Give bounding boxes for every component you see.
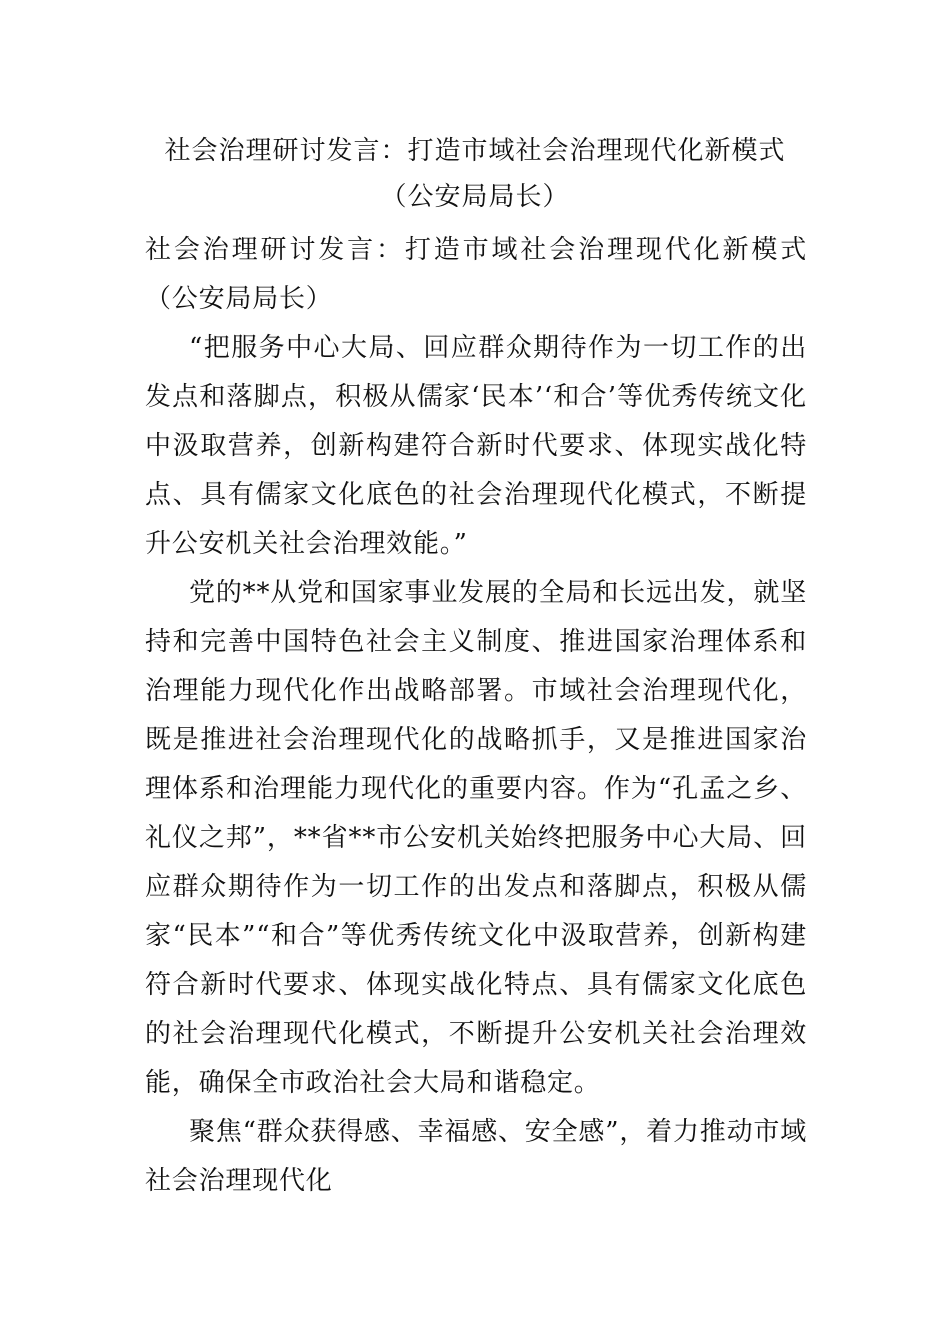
paragraph-main: 党的**从党和国家事业发展的全局和长远出发，就坚持和完善中国特色社会主义制度、推进国家治理体系和治理能力现代化作出战略部署。市域社会治理现代化，既是推进社会治理现代化的战略抓手，又是推进国家治理体系和治理能力现代化的重要内容。作为“孔孟之乡、礼仪之邦”，**省**市公安机关始终把服务中心大局、回应群众期待作为一切工作的出发点和落脚点，积极从儒家“民本”“和合”等优秀传统文化中汲取营养，创新构建符合新时代要求、体现实战化特点、具有儒家文化底色的社会治理现代化模式，不断提升公安机关社会治理效能，确保全市政治社会大局和谐稳定。	[145, 578, 807, 1098]
document-body	[145, 226, 807, 1206]
paragraph-repeated-title: 社会治理研讨发言：打造市域社会治理现代化新模式（公安局局长）	[145, 235, 807, 314]
document-title: 社会治理研讨发言：打造市域社会治理现代化新模式（公安局局长）	[164, 136, 786, 212]
paragraph-heading-focus: 聚焦“群众获得感、幸福感、安全感”，着力推动市域社会治理现代化	[145, 1117, 807, 1196]
paragraph-quote: “把服务中心大局、回应群众期待作为一切工作的出发点和落脚点，积极从儒家‘民本’‘和合’等优秀传统文化中汲取营养，创新构建符合新时代要求、体现实战化特点、具有儒家文化底色的社会治理现代化模式，不断提升公安机关社会治理效能。”	[145, 333, 807, 559]
